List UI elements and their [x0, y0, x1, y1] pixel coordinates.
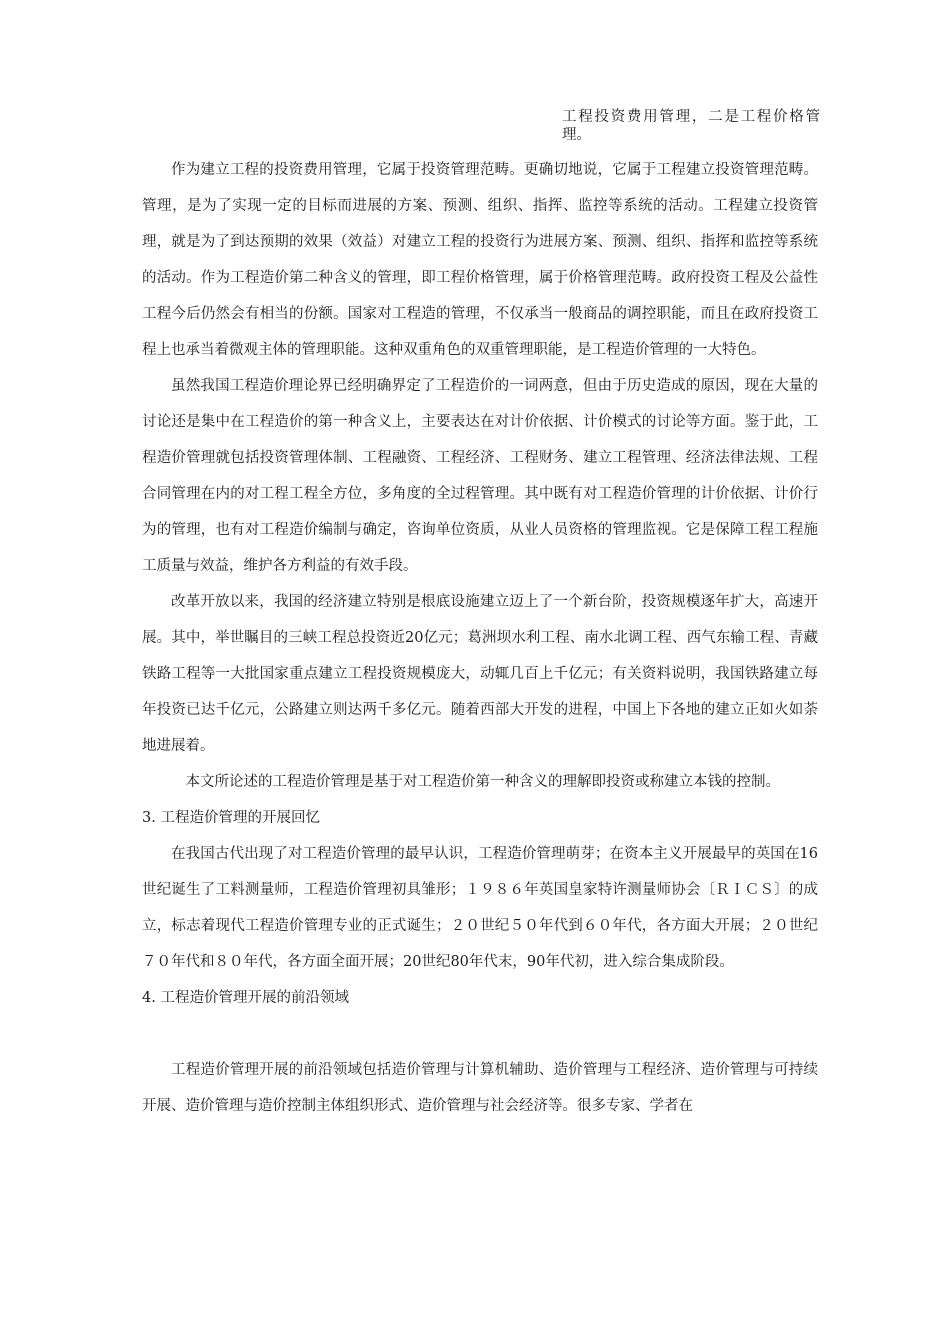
paragraph-reform-opening: 改革开放以来，我国的经济建立特别是根底设施建立迈上了一个新台阶，投资规模逐年扩大，高速开展。其中，举世瞩目的三峡工程总投资近20亿元；葛洲坝水利工程、南水北调工程、西气东输工程、青藏铁路工程等一大批国家重点建立工程投资规模庞大，动辄几百上千亿元；有关资料说明，我国铁路建立每年投资已达千亿元，公路建立则达两千多亿元。随着西部大开发的进程，中国上下各地的建立正如火如荼地进展着。	[142, 594, 818, 754]
paragraph-scope: 本文所论述的工程造价管理是基于对工程造价第一种含义的理解即投资或称建立本钱的控制。	[185, 774, 780, 790]
section-heading-4: 4. 工程造价管理开展的前沿领域	[142, 990, 349, 1006]
paragraph-history: 在我国古代出现了对工程造价管理的最早认识，工程造价管理萌芽；在资本主义开展最早的英国在16世纪诞生了工料测量师，工程造价管理初具雏形；１９８６年英国皇家特许测量师协会〔ＲＩＣＳ〕的成立，标志着现代工程造价管理专业的正式诞生；２０世纪５０年代到６０年代，各方面大开展；２０世纪７０年代和８０年代，各方面全面开展；20世纪80年代末，90年代初，进入综合集成阶段。	[142, 846, 818, 970]
top-note: 工程投资费用管理，二是工程价格管理。	[562, 109, 820, 143]
paragraph-frontier: 工程造价管理开展的前沿领域包括造价管理与计算机辅助、造价管理与工程经济、造价管理与可持续开展、造价管理与造价控制主体组织形式、造价管理与社会经济等。很多专家、学者在	[142, 1062, 818, 1114]
paragraph-investment-management: 作为建立工程的投资费用管理，它属于投资管理范畴。更确切地说，它属于工程建立投资管理范畴。管理，是为了实现一定的目标而进展的方案、预测、组织、指挥、监控等系统的活动。工程建立投资管理，就是为了到达预期的效果（效益）对建立工程的投资行为进展方案、预测、组织、指挥和监控等系统的活动。作为工程造价第二种含义的管理，即工程价格管理，属于价格管理范畴。政府投资工程及公益性工程今后仍然会有相当的份额。国家对工程造的管理，不仅承当一般商品的调控职能，而且在政府投资工程上也承当着微观主体的管理职能。这种双重角色的双重管理职能，是工程造价管理的一大特色。	[142, 162, 818, 358]
blank-line	[142, 1016, 818, 1052]
section-heading-3: 3. 工程造价管理的开展回忆	[142, 810, 320, 826]
paragraph-cost-theory: 虽然我国工程造价理论界已经明确界定了工程造价的一词两意，但由于历史造成的原因，现在大量的讨论还是集中在工程造价的第一种含义上，主要表达在对计价依据、计价模式的讨论等方面。鉴于此，工程造价管理就包括投资管理体制、工程融资、工程经济、工程财务、建立工程管理、经济法律法规、工程合同管理在内的对工程工程全方位，多角度的全过程管理。其中既有对工程造价管理的计价依据、计价行为的管理，也有对工程造价编制与确定，咨询单位资质，从业人员资格的管理监视。它是保障工程工程施工质量与效益，维护各方利益的有效手段。	[142, 378, 818, 574]
document-body	[142, 152, 818, 1124]
